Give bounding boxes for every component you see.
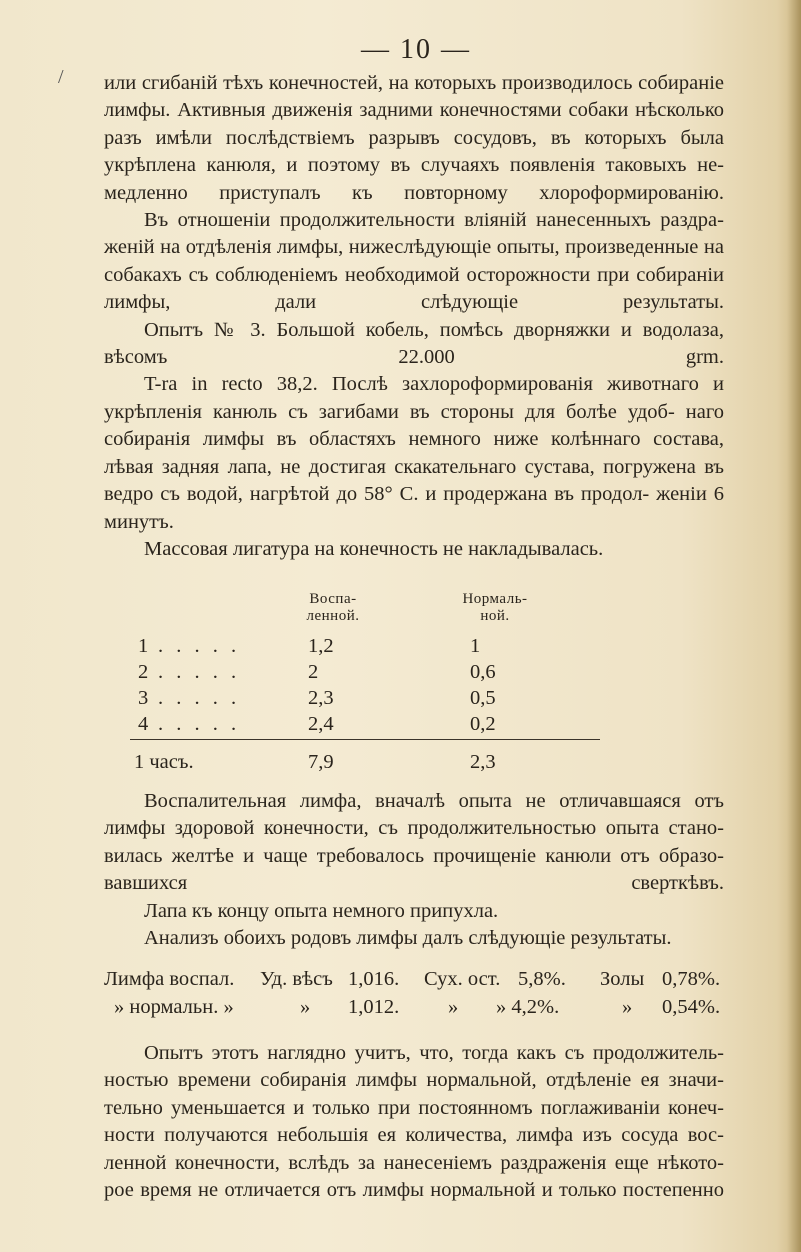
analysis-cell: Золы: [600, 968, 645, 990]
paragraph-2: Въ отношеніи продолжительности вліяній нанесенныхъ раздра- женій на отдѣленія лимфы, нижеслѣдующіе опыты, произведенные на собакахъ съ соблюденіемъ необходимой осторожности при собираніи лимфы, дали слѣдующіе результаты.: [104, 209, 724, 314]
analysis-cell: »: [448, 996, 459, 1018]
paragraph-3: Опытъ № 3. Большой кобель, помѣсь дворняжки и водолаза, вѣсомъ 22.000 grm.: [104, 318, 724, 369]
analysis-cell: 0,54%.: [662, 996, 721, 1018]
text-block-1: [104, 70, 724, 563]
row-value-a: 1,2: [308, 635, 334, 657]
analysis-cell: 5,8%.: [518, 968, 566, 990]
text-block-2: [104, 788, 724, 952]
analysis-cell: » нормальн. »: [114, 996, 234, 1018]
analysis-cell: »: [300, 996, 311, 1018]
page-number: — 10 —: [361, 34, 471, 65]
total-value-a: 7,9: [308, 751, 334, 773]
total-value-b: 2,3: [470, 751, 496, 773]
analysis-cell: Уд. вѣсъ: [260, 968, 333, 990]
row-num: 2: [138, 661, 149, 683]
margin-mark: /: [58, 66, 64, 88]
paragraph-8: Анализъ обоихъ родовъ лимфы далъ слѣдующіе результаты.: [144, 927, 672, 950]
row-dots: . . . . .: [158, 713, 241, 735]
page-edge: [787, 0, 801, 1252]
total-label: 1 часъ.: [134, 751, 194, 773]
row-num: 1: [138, 635, 149, 657]
col-a-header: Воспа- ленной.: [306, 591, 360, 624]
row-value-a: 2,3: [308, 687, 334, 709]
table-row: [110, 661, 630, 685]
analysis-cell: 1,016.: [348, 968, 400, 990]
paragraph-5: Массовая лигатура на конечность не накладывалась.: [144, 537, 604, 560]
row-dots: . . . . .: [158, 687, 241, 709]
table-row: [110, 635, 630, 659]
analysis-cell: »: [622, 996, 633, 1018]
table-row: [110, 713, 630, 737]
analysis-cell: Сух. ост.: [424, 968, 501, 990]
paragraph-1: или сгибаній тѣхъ конечностей, на которыхъ производилось собираніе лимфы. Активныя движенія задними конечностями собаки нѣсколько разъ имѣли послѣдствіемъ разрывъ сосудовъ, въ которыхъ была укрѣплена канюля, и поэтому въ случаяхъ появленія таковыхъ не- медленно приступалъ къ повторному хлороформированію.: [104, 72, 724, 204]
table-total-row: [110, 751, 630, 775]
paragraph-7: Лапа къ концу опыта немного припухла.: [144, 899, 499, 922]
row-value-b: 0,6: [470, 661, 496, 683]
analysis-row: [104, 968, 764, 995]
row-dots: . . . . .: [158, 661, 241, 683]
row-value-b: 0,2: [470, 713, 496, 735]
row-dots: . . . . .: [158, 635, 241, 657]
analysis-cell: Лимфа воспал.: [104, 968, 235, 990]
row-num: 4: [138, 713, 149, 735]
col-b-header: Нормаль- ной.: [462, 591, 528, 624]
paragraph-9: Опытъ этотъ наглядно учитъ, что, тогда какъ съ продолжитель- ностью времени собиранія лимфы нормальной, отдѣленіе ея значи- тельно уменьшается и только при постоянномъ поглаживаніи конеч- ности получаются небольшія ея количества, лимфа изъ сосуда вос- ленной конечности, вслѣдъ за нанесеніемъ раздраженія еще нѣкото- рое время не отличается отъ лимфы нормальной и только постепенно: [104, 1042, 724, 1202]
row-value-a: 2: [308, 661, 319, 683]
paragraph-4: T-ra in recto 38,2. Послѣ захлороформированія животнаго и укрѣпленія канюль съ загибами въ стороны для болѣе удоб- наго собиранія лимфы въ областяхъ немного ниже колѣннаго состава, лѣвая задняя лапа, не достигая скакательнаго сустава, погружена въ ведро съ водой, нагрѣтой до 58° C. и продержана въ продол- женіи 6 минутъ.: [104, 373, 724, 533]
row-num: 3: [138, 687, 149, 709]
row-value-a: 2,4: [308, 713, 334, 735]
text-block-3: [104, 1040, 724, 1204]
paragraph-6: Воспалительная лимфа, вначалѣ опыта не отличавшаяся отъ лимфы здоровой конечности, съ продолжительностью опыта стано- вилась желтѣе и чаще требовалось прочищеніе канюли отъ образо- вавшихся сверткѣвъ.: [104, 790, 724, 895]
analysis-cell: 1,012.: [348, 996, 400, 1018]
analysis-cell: » 4,2%.: [496, 996, 560, 1018]
analysis-cell: 0,78%.: [662, 968, 721, 990]
row-value-b: 1: [470, 635, 481, 657]
table-sum-rule: [130, 739, 600, 740]
table-row: [110, 687, 630, 711]
analysis-row: [104, 996, 764, 1023]
row-value-b: 0,5: [470, 687, 496, 709]
